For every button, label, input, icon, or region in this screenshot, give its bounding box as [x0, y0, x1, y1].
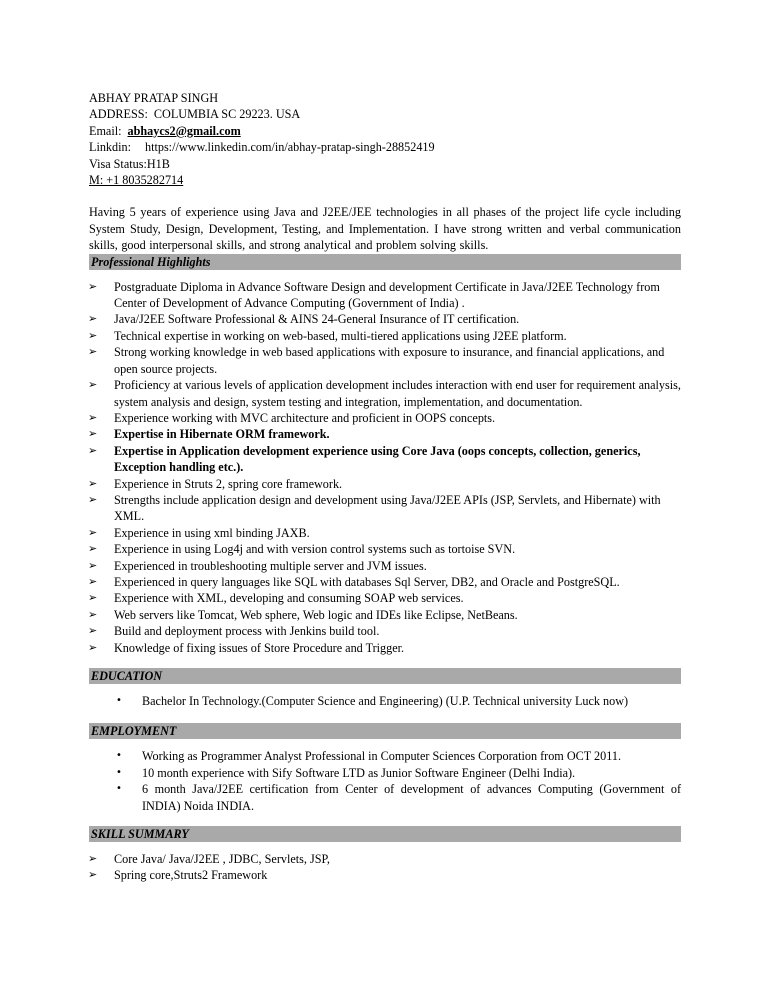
email-line	[89, 123, 681, 139]
employment-item: • 6 month Java/J2EE certification from Center of development of advances Computing (Government of INDIA) Noida INDIA.	[116, 782, 681, 813]
address-line	[89, 106, 681, 122]
contact-block	[89, 90, 681, 188]
arrow-bullet-icon: ➢	[88, 312, 98, 326]
arrow-bullet-icon: ➢	[88, 427, 98, 441]
bullet-icon: •	[116, 766, 122, 778]
bullet-icon: •	[116, 750, 122, 762]
section-header-skills: SKILL SUMMARY	[89, 826, 681, 842]
highlight-item: ➢ Experienced in query languages like SQL with databases Sql Server, DB2, and Oracle and PostgreSQL.	[88, 574, 620, 589]
resume-page	[89, 90, 681, 884]
linkedin-label: Linkdin:	[89, 140, 131, 155]
arrow-bullet-icon: ➢	[88, 542, 98, 556]
section-header-education: EDUCATION	[89, 668, 681, 684]
profile-summary: Having 5 years of experience using Java and J2EE/JEE technologies in all phases of the project life cycle including System Study, Design, Development, Testing, and Implementation. I have strong written and verbal communication skills, good interpersonal skills, and strong analytical and problem solving skills.	[89, 205, 681, 253]
arrow-bullet-icon: ➢	[88, 410, 98, 424]
section-header-highlights: Professional Highlights	[89, 254, 681, 270]
arrow-bullet-icon: ➢	[88, 558, 98, 572]
arrow-bullet-icon: ➢	[88, 476, 98, 490]
education-list	[89, 693, 681, 709]
address-label: ADDRESS:	[89, 107, 148, 122]
arrow-bullet-icon: ➢	[88, 624, 98, 638]
highlight-item: ➢ Build and deployment process with Jenkins build tool.	[88, 624, 380, 639]
highlight-item: ➢ Java/J2EE Software Professional & AINS 24-General Insurance of IT certification.	[88, 312, 520, 327]
highlight-item: ➢ Experience working with MVC architecture and proficient in OOPS concepts.	[88, 410, 496, 425]
highlight-item: ➢ Experienced in troubleshooting multiple server and JVM issues.	[88, 558, 427, 573]
visa-status: Visa Status:H1B	[89, 156, 170, 171]
highlight-item: ➢ Proficiency at various levels of application development includes interaction with end user for requirement analysis, system analysis and design, system testing and integration, implementation, and documentation.	[88, 378, 681, 409]
bullet-icon: •	[116, 695, 122, 706]
skill-item: ➢ Spring core,Struts2 Framework	[88, 868, 268, 883]
arrow-bullet-icon: ➢	[88, 328, 98, 342]
arrow-bullet-icon: ➢	[88, 345, 98, 359]
arrow-bullet-icon: ➢	[88, 492, 98, 506]
highlight-item: ➢ Strong working knowledge in web based applications with exposure to insurance, and financial applications, and open source projects.	[88, 345, 665, 376]
highlight-item: ➢ Web servers like Tomcat, Web sphere, Web logic and IDEs like Eclipse, NetBeans.	[88, 607, 518, 622]
arrow-bullet-icon: ➢	[88, 591, 98, 605]
employment-list	[89, 748, 681, 814]
highlight-item: ➢ Technical expertise in working on web-based, multi-tiered applications using J2EE platform.	[88, 328, 567, 343]
highlight-item: ➢ Knowledge of fixing issues of Store Procedure and Trigger.	[88, 640, 405, 655]
highlight-item: ➢ Expertise in Hibernate ORM framework.	[88, 427, 330, 442]
arrow-bullet-icon: ➢	[88, 852, 98, 866]
bullet-icon: •	[116, 783, 122, 795]
highlight-item: ➢ Strengths include application design and development using Java/J2EE APIs (JSP, Servlets, and Hibernate) with XML.	[88, 492, 661, 524]
employment-item: • 10 month experience with Sify Software LTD as Junior Software Engineer (Delhi India).	[116, 765, 576, 780]
email-label: Email:	[89, 123, 122, 138]
employment-item: • Working as Programmer Analyst Professional in Computer Sciences Corporation from OCT 2011.	[116, 749, 621, 764]
highlights-list	[89, 279, 681, 656]
arrow-bullet-icon: ➢	[88, 443, 98, 457]
arrow-bullet-icon: ➢	[88, 378, 98, 392]
arrow-bullet-icon: ➢	[88, 574, 98, 588]
arrow-bullet-icon: ➢	[88, 279, 98, 293]
highlight-item: ➢ Experience with XML, developing and consuming SOAP web services.	[88, 591, 464, 606]
highlight-item: ➢ Experience in using xml binding JAXB.	[88, 525, 310, 540]
email-link[interactable]: abhaycs2@gmail.com	[127, 123, 241, 138]
arrow-bullet-icon: ➢	[88, 868, 98, 882]
skill-item: ➢ Core Java/ Java/J2EE , JDBC, Servlets, JSP,	[88, 852, 330, 867]
arrow-bullet-icon: ➢	[88, 640, 98, 654]
highlight-item: ➢ Postgraduate Diploma in Advance Software Design and development Certificate in Java/J2EE Technology from Center of Development of Advance Computing (Government of India) .	[88, 279, 660, 311]
candidate-name: ABHAY PRATAP SINGH	[89, 91, 219, 105]
highlight-item: ➢ Experience in using Log4j and with version control systems such as tortoise SVN.	[88, 542, 516, 557]
skills-list	[89, 851, 681, 884]
arrow-bullet-icon: ➢	[88, 525, 98, 539]
arrow-bullet-icon: ➢	[88, 607, 98, 621]
mobile-number: M: +1 8035282714	[89, 173, 184, 188]
section-header-employment: EMPLOYMENT	[89, 723, 681, 739]
linkedin-link[interactable]: https://www.linkedin.com/in/abhay-pratap-singh-28852419	[144, 140, 435, 155]
highlight-item: ➢ Experience in Struts 2, spring core framework.	[88, 476, 343, 491]
highlight-item: ➢ Expertise in Application development experience using Core Java (oops concepts, collection, generics, Exception handling etc.).	[88, 443, 641, 475]
address-value: COLUMBIA SC 29223. USA	[153, 107, 301, 122]
linkedin-line	[89, 139, 681, 155]
education-item: • Bachelor In Technology.(Computer Science and Engineering) (U.P. Technical university Luck now)	[116, 694, 629, 708]
